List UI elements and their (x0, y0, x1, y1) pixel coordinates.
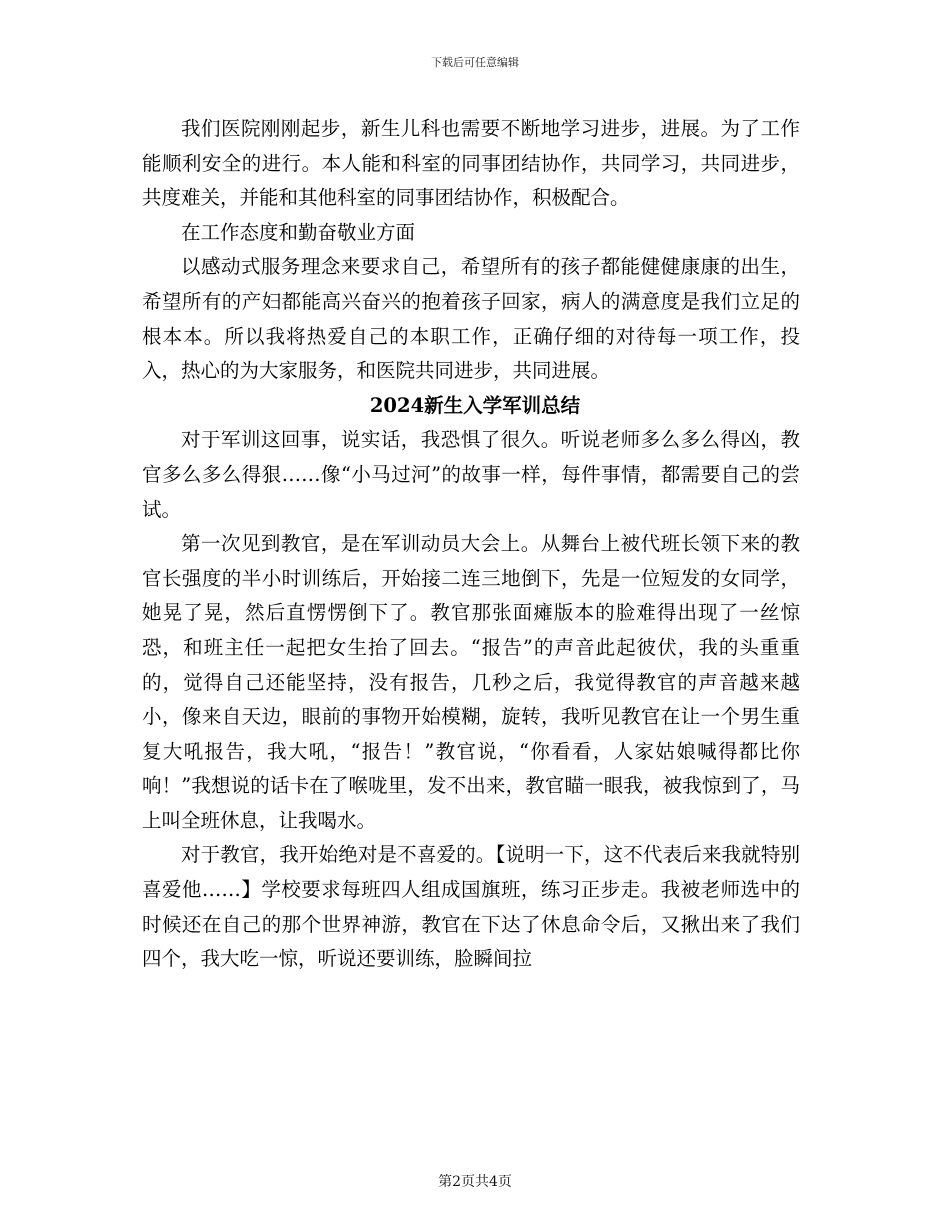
paragraph: 以感动式服务理念来要求自己，希望所有的孩子都能健健康康的出生，希望所有的产妇都能高兴奋兴的抱着孩子回家，病人的满意度是我们立足的根本本。所以我将热爱自己的本职工作，正确仔细的对待每一项工作，投入，热心的为大家服务，和医院共同进步，共同进展。 (142, 255, 800, 383)
header-note: 下载后可任意编辑 (431, 56, 519, 69)
paragraph: 第一次见到教官，是在军训动员大会上。从舞台上被代班长领下来的教官长强度的半小时训练后，开始接二连三地倒下，先是一位短发的女同学，她晃了晃，然后直愣愣倒下了。教官那张面瘫版本的脸难得出现了一丝惊恐，和班主任一起把女生抬了回去。“报告”的声音此起彼伏，我的头重重的，觉得自己还能坚持，没有报告，几秒之后，我觉得教官的声音越来越小，像来自天边，眼前的事物开始模糊，旋转，我听见教官在让一个男生重复大吼报告，我大吼，“报告！”教官说，“你看看，人家姑娘喊得都比你响！”我想说的话卡在了喉咙里，发不出来，教官瞄一眼我，被我惊到了，马上叫全班休息，让我喝水。 (142, 532, 800, 832)
paragraph: 对于军训这回事，说实话，我恐惧了很久。听说老师多么多么得凶，教官多么多么得狠……像“小马过河”的故事一样，每件事情，都需要自己的尝试。 (142, 428, 800, 521)
document-body (142, 112, 800, 977)
paragraph-heading: 在工作态度和勤奋敬业方面 (181, 220, 416, 244)
page-number: 第2页共4页 (438, 1174, 512, 1190)
paragraph: 我们医院刚刚起步，新生儿科也需要不断地学习进步，进展。为了工作能顺利安全的进行。本人能和科室的同事团结协作，共同学习，共同进步，共度难关，并能和其他科室的同事团结协作，积极配合。 (142, 117, 800, 210)
document-title: 2024新生入学军训总结 (369, 393, 581, 417)
paragraph: 对于教官，我开始绝对是不喜爱的。【说明一下，这不代表后来我就特别喜爱他……】学校要求每班四人组成国旗班，练习正步走。我被老师选中的时候还在自己的那个世界神游，教官在下达了休息命令后，又揪出来了我们四个，我大吃一惊，听说还要训练，脸瞬间拉 (142, 843, 800, 971)
